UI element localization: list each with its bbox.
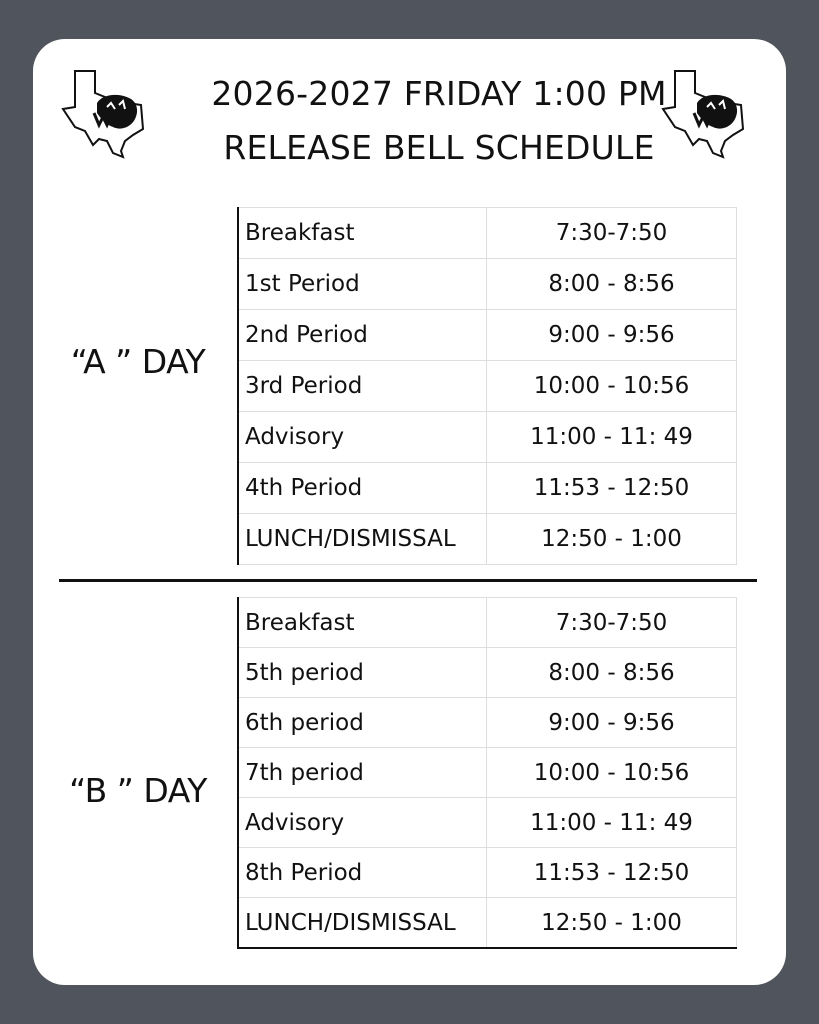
- table-row: [238, 598, 737, 648]
- period-cell: Advisory: [238, 412, 487, 463]
- period-cell: LUNCH/DISMISSAL: [238, 514, 487, 565]
- a-day-label: “A ” DAY: [70, 342, 206, 381]
- table-row: [238, 463, 737, 514]
- table-row: [238, 310, 737, 361]
- table-row: [238, 848, 737, 898]
- time-cell: 11:53 - 12:50: [487, 463, 737, 514]
- section-divider: [59, 579, 757, 582]
- page-title: [173, 67, 705, 175]
- a-day-schedule-table: [237, 207, 737, 565]
- table-row: [238, 648, 737, 698]
- time-cell: 11:00 - 11: 49: [487, 798, 737, 848]
- period-cell: 3rd Period: [238, 361, 487, 412]
- time-cell: 7:30-7:50: [487, 598, 737, 648]
- table-row: [238, 698, 737, 748]
- time-cell: 12:50 - 1:00: [487, 898, 737, 949]
- table-row: [238, 259, 737, 310]
- texas-panther-logo-icon: [61, 69, 151, 159]
- time-cell: 10:00 - 10:56: [487, 361, 737, 412]
- period-cell: Breakfast: [238, 208, 487, 259]
- period-cell: 4th Period: [238, 463, 487, 514]
- table-row: [238, 898, 737, 949]
- period-cell: 2nd Period: [238, 310, 487, 361]
- time-cell: 9:00 - 9:56: [487, 310, 737, 361]
- period-cell: 5th period: [238, 648, 487, 698]
- table-row: [238, 748, 737, 798]
- b-day-schedule-table: [237, 597, 737, 949]
- title-line-1: 2026-2027 FRIDAY 1:00 PM: [211, 74, 667, 113]
- period-cell: 6th period: [238, 698, 487, 748]
- time-cell: 11:53 - 12:50: [487, 848, 737, 898]
- time-cell: 9:00 - 9:56: [487, 698, 737, 748]
- period-cell: 7th period: [238, 748, 487, 798]
- time-cell: 11:00 - 11: 49: [487, 412, 737, 463]
- table-row: [238, 798, 737, 848]
- time-cell: 8:00 - 8:56: [487, 259, 737, 310]
- table-row: [238, 361, 737, 412]
- table-row: [238, 412, 737, 463]
- table-row: [238, 514, 737, 565]
- table-row: [238, 208, 737, 259]
- time-cell: 12:50 - 1:00: [487, 514, 737, 565]
- period-cell: LUNCH/DISMISSAL: [238, 898, 487, 949]
- time-cell: 7:30-7:50: [487, 208, 737, 259]
- period-cell: Advisory: [238, 798, 487, 848]
- time-cell: 8:00 - 8:56: [487, 648, 737, 698]
- title-line-2: RELEASE BELL SCHEDULE: [223, 128, 655, 167]
- b-day-label: “B ” DAY: [69, 771, 207, 810]
- period-cell: 8th Period: [238, 848, 487, 898]
- schedule-card: [33, 39, 786, 985]
- period-cell: Breakfast: [238, 598, 487, 648]
- time-cell: 10:00 - 10:56: [487, 748, 737, 798]
- period-cell: 1st Period: [238, 259, 487, 310]
